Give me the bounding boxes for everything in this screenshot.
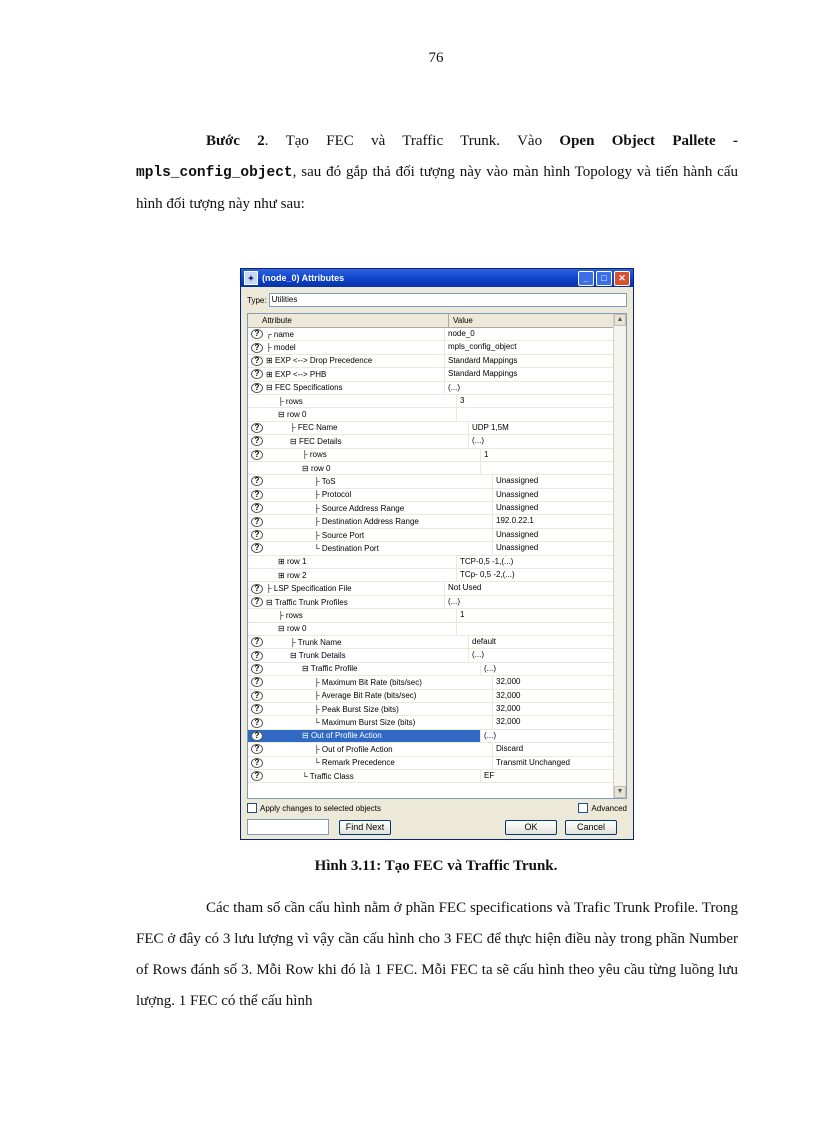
value-cell[interactable]: Unassigned [492, 529, 626, 541]
bottom-options [247, 802, 627, 814]
attribute-cell [266, 330, 444, 339]
attribute-cell [266, 383, 444, 392]
apply-checkbox[interactable] [247, 803, 257, 813]
tree-branch-icon[interactable]: ⊞ [278, 557, 287, 567]
attribute-label: EXP <--> Drop Precedence [274, 356, 373, 366]
table-row[interactable] [248, 515, 626, 528]
tree-branch-icon[interactable]: ┌ [266, 329, 274, 339]
attribute-cell [266, 423, 468, 432]
attribute-label: row 2 [286, 570, 307, 580]
help-icon[interactable]: ? [251, 771, 263, 781]
value-cell[interactable]: mpls_config_object [444, 341, 626, 353]
value-cell[interactable]: 192.0.22.1 [492, 515, 626, 527]
attribute-cell [266, 397, 456, 406]
attribute-cell [266, 370, 444, 379]
table-row[interactable] [248, 596, 626, 609]
attribute-cell [266, 638, 468, 647]
column-header-attribute[interactable]: Attribute [248, 314, 449, 327]
attribute-label: FEC Name [297, 423, 338, 433]
dialog-titlebar[interactable] [241, 269, 633, 287]
maximize-icon[interactable]: □ [596, 271, 612, 286]
table-row[interactable] [248, 623, 626, 636]
table-row[interactable] [248, 422, 626, 435]
attribute-cell [266, 611, 456, 620]
table-row[interactable] [248, 582, 626, 595]
attribute-cell [266, 544, 492, 553]
help-icon[interactable]: ? [251, 664, 263, 674]
attribute-cell [266, 664, 480, 673]
ok-button[interactable]: OK [505, 820, 557, 835]
attribute-label: LSP Specification File [273, 584, 352, 594]
value-cell[interactable]: Discard [492, 743, 626, 755]
tree-branch-icon[interactable]: ├ [314, 744, 322, 754]
attribute-cell [266, 571, 456, 580]
tree-branch-icon[interactable]: ├ [266, 584, 274, 594]
attribute-label: Traffic Profile [310, 664, 358, 674]
attribute-cell [266, 584, 444, 593]
scroll-up-icon[interactable]: ▲ [614, 314, 626, 326]
value-cell[interactable]: EF [480, 770, 626, 782]
attribute-label: name [273, 329, 294, 339]
attribute-cell [266, 450, 480, 459]
tree-branch-icon[interactable]: ├ [302, 450, 310, 460]
help-icon[interactable]: ? [251, 651, 263, 661]
attribute-label: EXP <--> PHB [274, 369, 327, 379]
table-row[interactable] [248, 676, 626, 689]
value-cell[interactable]: Standard Mappings [444, 368, 626, 380]
attribute-grid [247, 313, 627, 799]
table-row[interactable] [248, 341, 626, 354]
cancel-button[interactable]: Cancel [565, 820, 617, 835]
attribute-label: Traffic Class [309, 771, 354, 781]
attribute-label: Destination Address Range [321, 517, 419, 527]
table-row[interactable] [248, 542, 626, 555]
column-header-value[interactable]: Value [449, 314, 626, 327]
help-icon[interactable]: ? [251, 369, 263, 379]
value-cell[interactable]: Unassigned [492, 489, 626, 501]
value-cell[interactable]: (...) [444, 382, 626, 394]
grid-header [248, 314, 626, 328]
type-label: Type: [247, 295, 267, 305]
help-icon[interactable]: ? [251, 744, 263, 754]
help-icon[interactable]: ? [251, 383, 263, 393]
advanced-checkbox[interactable] [578, 803, 588, 813]
help-icon[interactable]: ? [251, 530, 263, 540]
type-row [247, 293, 627, 307]
attribute-cell [266, 691, 492, 700]
apply-option[interactable] [247, 803, 578, 813]
table-row[interactable] [248, 395, 626, 408]
table-row[interactable] [248, 355, 626, 368]
help-icon[interactable]: ? [251, 637, 263, 647]
tree-branch-icon[interactable]: ├ [314, 517, 322, 527]
help-icon[interactable]: ? [251, 584, 263, 594]
value-cell[interactable]: default [468, 636, 626, 648]
help-icon[interactable]: ? [251, 436, 263, 446]
dialog-title: (node_0) Attributes [262, 273, 345, 283]
attribute-cell [266, 490, 492, 499]
tree-branch-icon[interactable]: ⊞ [266, 369, 275, 379]
table-row[interactable] [248, 489, 626, 502]
table-row[interactable] [248, 556, 626, 569]
help-icon[interactable]: ? [251, 718, 263, 728]
advanced-option[interactable] [578, 803, 627, 813]
table-row[interactable] [248, 770, 626, 783]
table-row[interactable] [248, 529, 626, 542]
table-row[interactable] [248, 743, 626, 756]
tree-branch-icon[interactable]: ├ [314, 503, 322, 513]
help-icon[interactable]: ? [251, 704, 263, 714]
value-cell[interactable]: 32,000 [492, 676, 626, 688]
attribute-label: Average Bit Rate (bits/sec) [321, 691, 417, 701]
attribute-label: FEC Specifications [274, 383, 343, 393]
table-row[interactable] [248, 408, 626, 421]
tree-branch-icon[interactable]: ├ [314, 704, 322, 714]
mpls-config-object: mpls_config_object [136, 165, 293, 181]
help-icon[interactable]: ? [251, 423, 263, 433]
tree-branch-icon[interactable]: ⊞ [266, 356, 275, 366]
tree-branch-icon[interactable]: ├ [266, 343, 274, 353]
attribute-label: Out of Profile Action [310, 731, 382, 741]
attribute-label: Remark Precedence [321, 758, 395, 768]
attribute-label: Maximum Burst Size (bits) [321, 718, 416, 728]
tree-branch-icon[interactable]: ⊟ [278, 410, 287, 420]
attribute-label: row 1 [286, 557, 307, 567]
value-cell[interactable]: 32,000 [492, 690, 626, 702]
tree-branch-icon[interactable]: ⊟ [266, 597, 275, 607]
attribute-cell [266, 772, 480, 781]
tree-branch-icon[interactable]: └ [314, 758, 322, 768]
attribute-label: rows [285, 610, 303, 620]
value-cell[interactable]: Standard Mappings [444, 355, 626, 367]
table-row[interactable] [248, 449, 626, 462]
table-row[interactable] [248, 382, 626, 395]
value-cell[interactable]: (...) [468, 435, 626, 447]
value-cell[interactable]: (...) [480, 730, 626, 742]
tree-branch-icon[interactable]: ⊟ [302, 463, 311, 473]
attribute-label: Source Port [321, 530, 365, 540]
value-cell[interactable]: UDP 1,5M [468, 422, 626, 434]
attribute-cell [266, 598, 444, 607]
table-row[interactable] [248, 757, 626, 770]
help-icon[interactable]: ? [251, 691, 263, 701]
tree-branch-icon[interactable]: ├ [314, 677, 322, 687]
minimize-icon[interactable]: _ [578, 271, 594, 286]
tree-branch-icon[interactable]: ⊟ [302, 731, 311, 741]
attribute-cell [266, 356, 444, 365]
value-cell[interactable]: TCp- 0,5 -2,(...) [456, 569, 626, 581]
advanced-label: Advanced [591, 803, 627, 813]
help-icon[interactable]: ? [251, 731, 263, 741]
find-input[interactable] [247, 819, 329, 835]
value-cell[interactable]: 1 [480, 449, 626, 461]
table-row[interactable] [248, 569, 626, 582]
tree-branch-icon[interactable]: └ [302, 771, 310, 781]
attribute-label: Protocol [321, 490, 352, 500]
value-cell[interactable]: Transmit Unchanged [492, 757, 626, 769]
attribute-cell [266, 731, 480, 740]
button-row [247, 818, 627, 836]
attribute-cell [266, 531, 492, 540]
value-cell[interactable]: node_0 [444, 328, 626, 340]
attributes-dialog [240, 268, 634, 840]
help-icon[interactable]: ? [251, 517, 263, 527]
tree-branch-icon[interactable]: ⊟ [278, 624, 287, 634]
body-text: Các tham số cần cấu hình nằm ở phần FEC specifications và Trafic Trunk Profile. Trong FEC ở đây có 3 lưu lượng vì vậy cần cấu hình cho 3 FEC để thực hiện điều này trong phần Number of Rows đánh số 3. Mỗi Row khi đó là 1 FEC. Mỗi FEC ta sẽ cấu hình theo yêu cầu từng luồng lưu lượng. 1 FEC có thể cấu hình [136, 900, 738, 1009]
type-field[interactable]: Utilities [269, 293, 627, 307]
attribute-cell [266, 504, 492, 513]
attribute-cell [266, 343, 444, 352]
attribute-cell [266, 705, 492, 714]
attribute-label: row 0 [286, 624, 307, 634]
table-row[interactable] [248, 636, 626, 649]
close-icon[interactable]: ✕ [614, 271, 630, 286]
table-row[interactable] [248, 649, 626, 662]
intro-paragraph [136, 126, 738, 220]
attribute-label: row 0 [310, 463, 331, 473]
attribute-label: rows [285, 396, 303, 406]
help-icon[interactable]: ? [251, 356, 263, 366]
attribute-label: Trunk Name [297, 637, 342, 647]
value-cell[interactable]: (...) [444, 596, 626, 608]
attribute-cell [266, 557, 456, 566]
table-row[interactable] [248, 730, 626, 743]
table-row[interactable] [248, 328, 626, 341]
page-number: 76 [428, 50, 444, 66]
attribute-cell [266, 410, 456, 419]
value-cell[interactable]: 1 [456, 609, 626, 621]
value-cell[interactable] [480, 462, 626, 474]
table-row[interactable] [248, 609, 626, 622]
app-icon: ✦ [244, 271, 258, 285]
value-cell[interactable]: (...) [480, 663, 626, 675]
table-row[interactable] [248, 368, 626, 381]
vertical-scrollbar[interactable] [613, 314, 626, 798]
attribute-cell [266, 464, 480, 473]
attribute-label: Out of Profile Action [321, 744, 393, 754]
attribute-label: ToS [321, 476, 336, 486]
tree-branch-icon[interactable]: ├ [290, 637, 298, 647]
tree-branch-icon[interactable]: └ [314, 718, 322, 728]
attribute-label: Destination Port [321, 543, 379, 553]
table-row[interactable] [248, 435, 626, 448]
attribute-cell [266, 477, 492, 486]
value-cell[interactable] [456, 408, 626, 420]
attribute-cell [266, 437, 468, 446]
help-icon[interactable]: ? [251, 476, 263, 486]
attribute-label: Source Address Range [321, 503, 405, 513]
attribute-cell [266, 678, 492, 687]
tree-branch-icon[interactable]: ├ [314, 691, 322, 701]
attribute-label: row 0 [286, 410, 307, 420]
value-cell[interactable]: Not Used [444, 582, 626, 594]
help-icon[interactable]: ? [251, 329, 263, 339]
attribute-rows [248, 328, 626, 783]
value-cell[interactable]: (...) [468, 649, 626, 661]
attribute-cell [266, 718, 492, 727]
attribute-cell [266, 745, 492, 754]
help-icon[interactable]: ? [251, 450, 263, 460]
table-row[interactable] [248, 716, 626, 729]
body-paragraph [136, 893, 738, 1017]
help-icon[interactable]: ? [251, 758, 263, 768]
tree-branch-icon[interactable]: ├ [314, 490, 322, 500]
attribute-label: FEC Details [298, 436, 342, 446]
value-cell[interactable]: Unassigned [492, 475, 626, 487]
tree-branch-icon[interactable]: ├ [278, 610, 286, 620]
table-row[interactable] [248, 663, 626, 676]
help-icon[interactable]: ? [251, 490, 263, 500]
table-row[interactable] [248, 475, 626, 488]
scroll-down-icon[interactable]: ▼ [614, 786, 626, 798]
help-icon[interactable]: ? [251, 597, 263, 607]
attribute-label: Traffic Trunk Profiles [274, 597, 348, 607]
tree-branch-icon[interactable]: ⊞ [278, 570, 287, 580]
table-row[interactable] [248, 703, 626, 716]
attribute-cell [266, 624, 456, 633]
tree-branch-icon[interactable]: ⊟ [302, 664, 311, 674]
attribute-cell [266, 517, 492, 526]
help-icon[interactable]: ? [251, 503, 263, 513]
intro-text-a: . Tạo FEC và Traffic Trunk. Vào [264, 133, 560, 149]
help-icon[interactable]: ? [251, 543, 263, 553]
value-cell[interactable]: Unassigned [492, 542, 626, 554]
attribute-cell [266, 651, 468, 660]
value-cell[interactable]: 3 [456, 395, 626, 407]
tree-branch-icon[interactable]: ├ [290, 423, 298, 433]
attribute-label: Trunk Details [298, 651, 346, 661]
attribute-label: model [273, 343, 296, 353]
tree-branch-icon[interactable]: ├ [314, 530, 322, 540]
table-row[interactable] [248, 502, 626, 515]
value-cell[interactable]: 32,000 [492, 703, 626, 715]
find-next-button[interactable]: Find Next [339, 820, 391, 835]
value-cell[interactable] [456, 623, 626, 635]
apply-label: Apply changes to selected objects [260, 803, 381, 813]
value-cell[interactable]: Unassigned [492, 502, 626, 514]
open-object-pallete: Open Object Pallete - [559, 133, 738, 149]
tree-branch-icon[interactable]: ⊟ [266, 383, 275, 393]
tree-branch-icon[interactable]: └ [314, 543, 322, 553]
tree-branch-icon[interactable]: ⊟ [290, 436, 299, 446]
intro-text-b: , sau đó gắp thả đối tượng này vào màn hình Topology và tiến hành cấu hình đối tượng này như sau: [136, 164, 738, 212]
help-icon[interactable]: ? [251, 343, 263, 353]
value-cell[interactable]: 32,000 [492, 716, 626, 728]
attribute-label: Peak Burst Size (bits) [321, 704, 399, 714]
step-label: Bước 2 [206, 133, 265, 149]
tree-branch-icon[interactable]: ├ [278, 396, 286, 406]
tree-branch-icon[interactable]: ├ [314, 476, 322, 486]
value-cell[interactable]: TCP-0,5 -1,(...) [456, 556, 626, 568]
table-row[interactable] [248, 690, 626, 703]
table-row[interactable] [248, 462, 626, 475]
figure-caption: Hình 3.11: Tạo FEC và Traffic Trunk. [314, 858, 558, 874]
attribute-cell [266, 758, 492, 767]
attribute-label: rows [309, 450, 327, 460]
tree-branch-icon[interactable]: ⊟ [290, 651, 299, 661]
help-icon[interactable]: ? [251, 677, 263, 687]
attribute-label: Maximum Bit Rate (bits/sec) [321, 677, 422, 687]
